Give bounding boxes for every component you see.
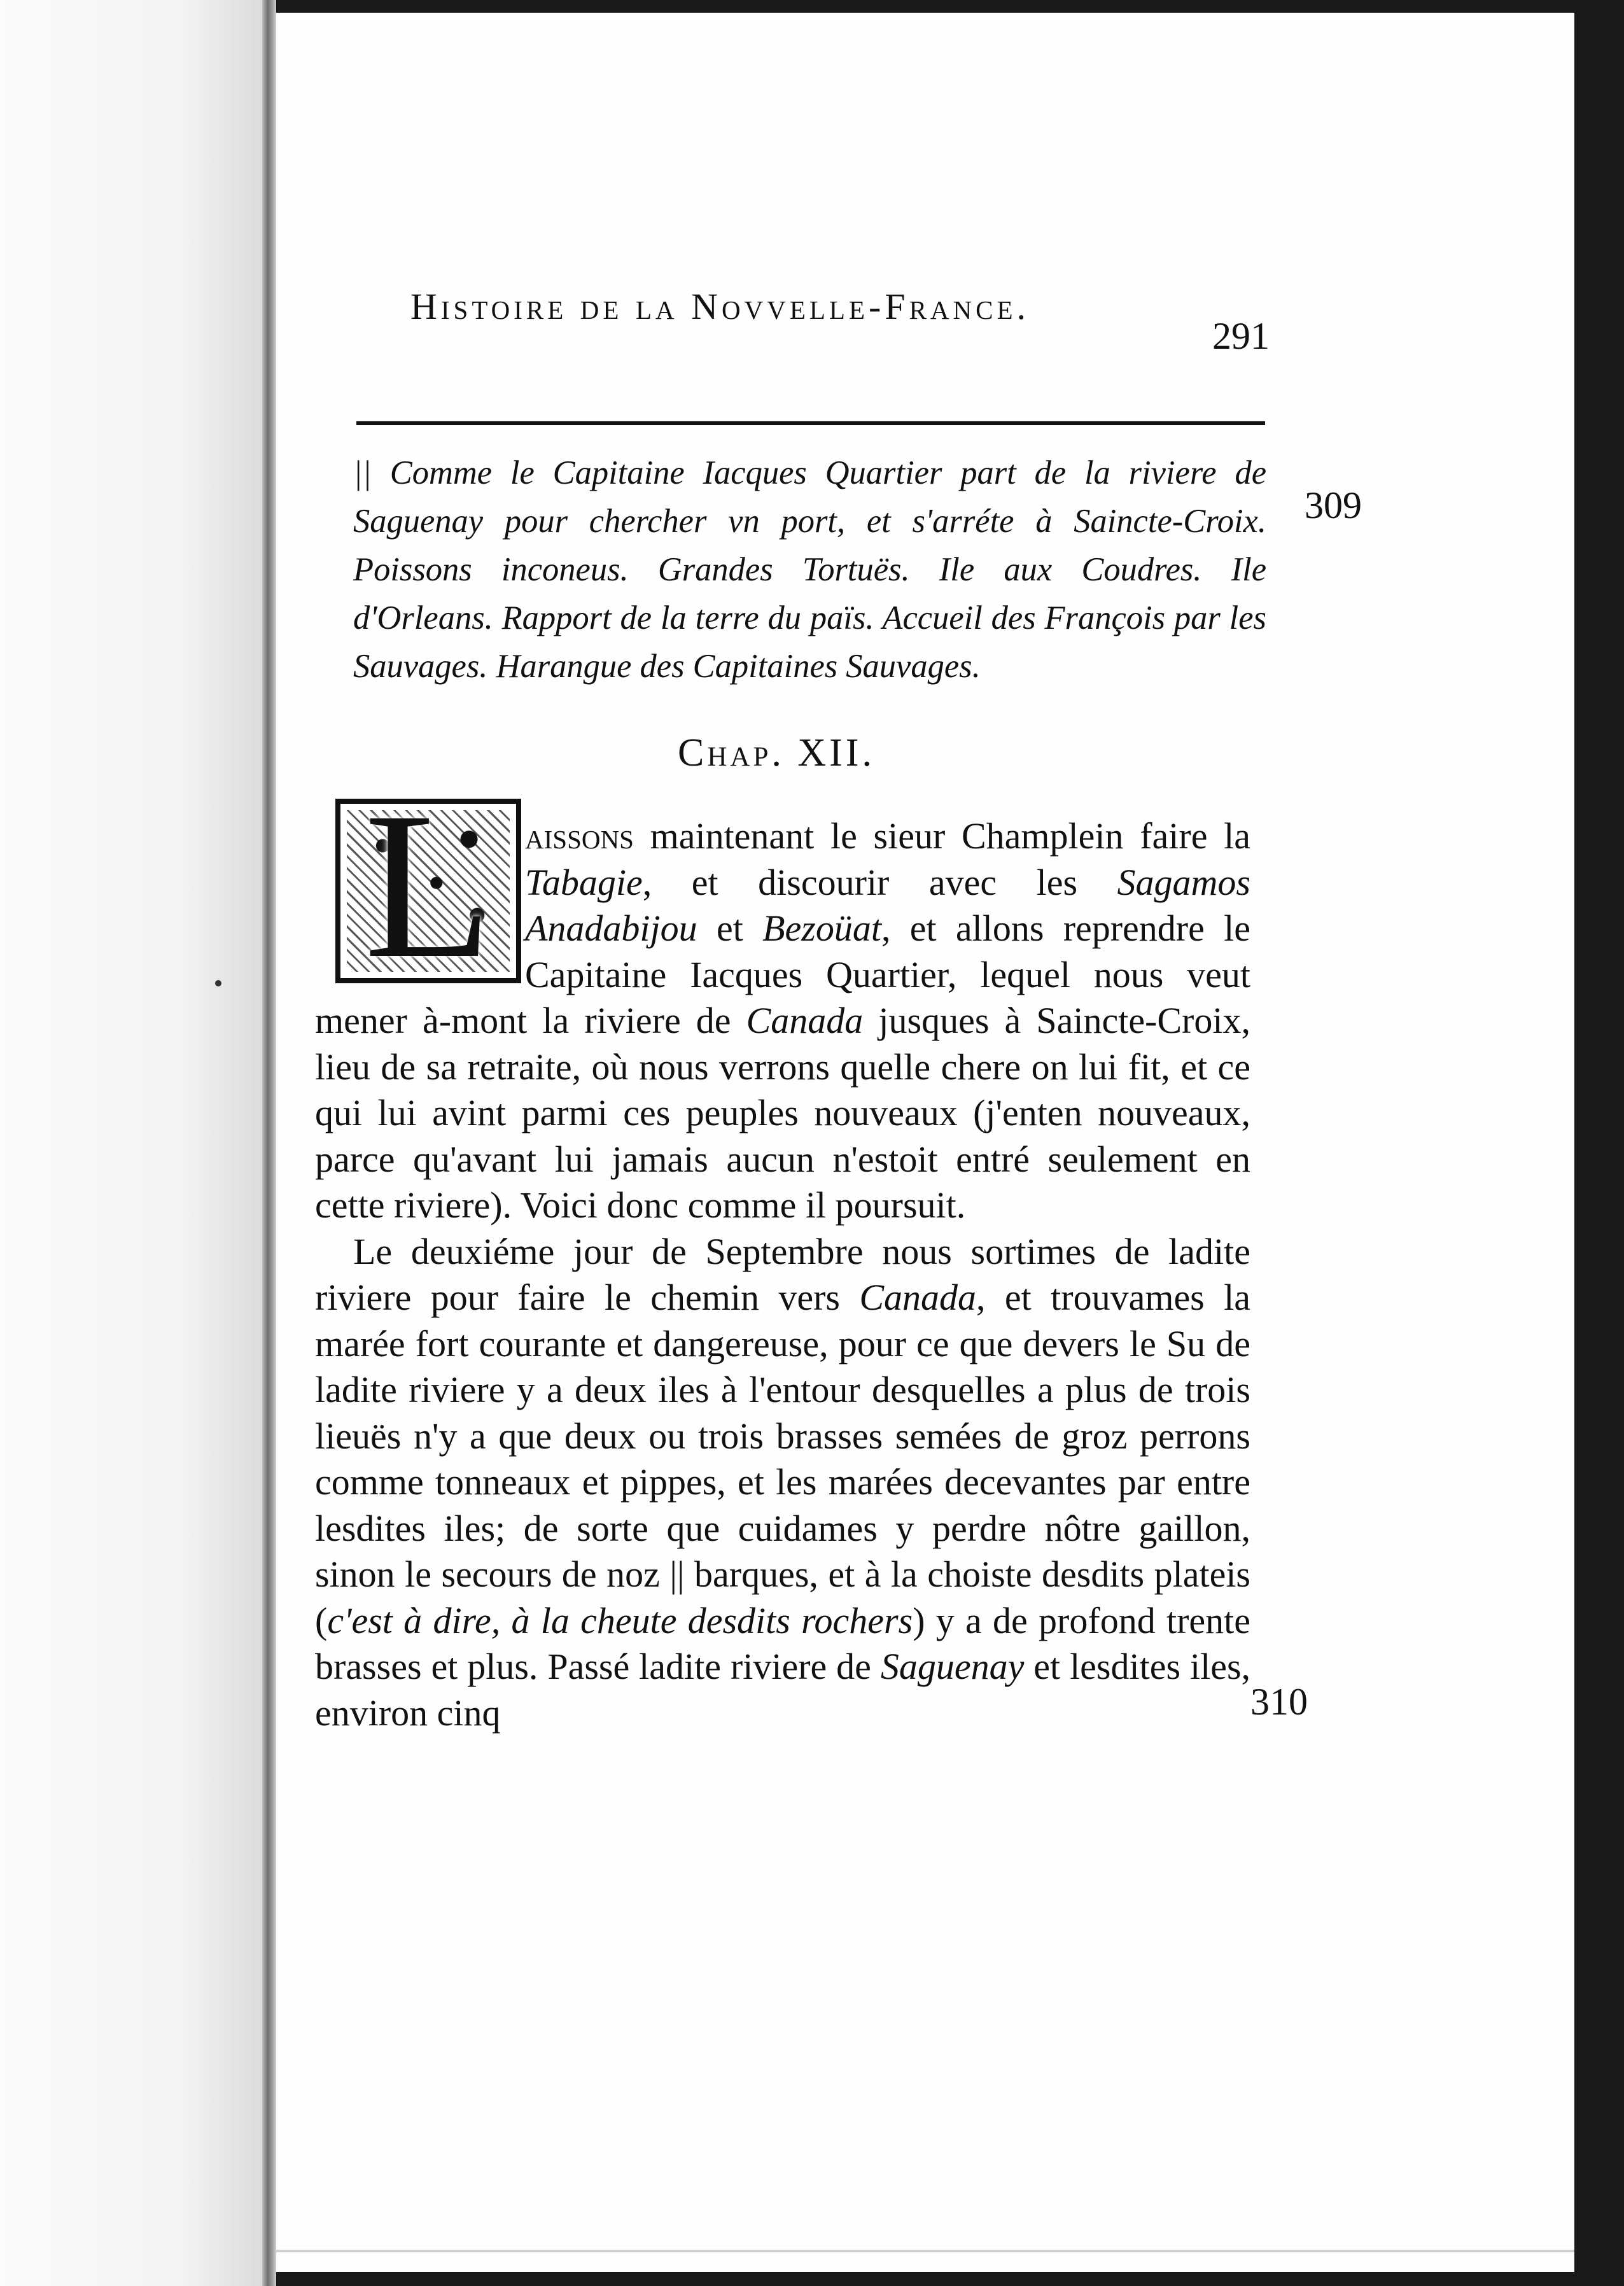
initial-letter: L — [364, 799, 493, 983]
facing-page — [0, 0, 262, 2286]
ink-speck — [215, 980, 221, 986]
chapter-title: Chap. XII. — [678, 731, 875, 775]
running-head: Histoire de la Novvelle-France. — [410, 286, 1030, 327]
body-text — [315, 813, 1250, 1736]
header-rule — [356, 421, 1265, 425]
page-bottom-edge — [276, 2250, 1574, 2252]
paragraph: aissons maintenant le sieur Champlein faire la Tabagie, et discourir avec les Sagamos Anadabijou et Bezoüat, et allons reprendre le Capitaine Iacques Quartier, lequel nous veut mener à-mont la riviere de Canada jusques à Saincte-Croix, lieu de sa retraite, où nous verrons quelle chere on lui fit, et ce qui lui avint parmi ces peuples nouveaux (j'enten nouveaux, parce qu'avant lui jamais aucun n'estoit entré seulement en cette riviere). Voici donc comme il poursuit. — [315, 815, 1250, 1226]
book-gutter — [262, 0, 276, 2286]
chapter-summary: || Comme le Capitaine Iacques Quartier part de la riviere de Saguenay pour chercher vn port, et s'arréte à Saincte-Croix. Poissons inconeus. Grandes Tortuës. Ile aux Coudres. Ile d'Orleans. Rapport de la terre du païs. Accueil des François par les Sauvages. Harangue des Capitaines Sauvages. — [353, 454, 1266, 685]
paragraph: Le deuxiéme jour de Septembre nous sortimes de ladite riviere pour faire le chemin vers Canada, et trouvames la marée fort courante et dangereuse, pour ce que devers le Su de ladite riviere y a deux iles à l'entour desquelles a plus de trois lieuës n'y a que deux ou trois brasses semées de groz perrons comme tonneaux et pippes, et les marées decevantes par entre lesdites iles; de sorte que cuidames y perdre nôtre gaillon, sinon le secours de noz || barques, et à la choiste desdits plateis (c'est à dire, à la cheute desdits rochers) y a de profond trente brasses et plus. Passé ladite riviere de Saguenay et lesdites iles, environ cinq — [315, 1230, 1251, 1734]
page-number: 291 — [1212, 315, 1270, 357]
margin-page-ref: 309 — [1305, 484, 1362, 526]
margin-page-ref: 310 — [1250, 1681, 1308, 1723]
